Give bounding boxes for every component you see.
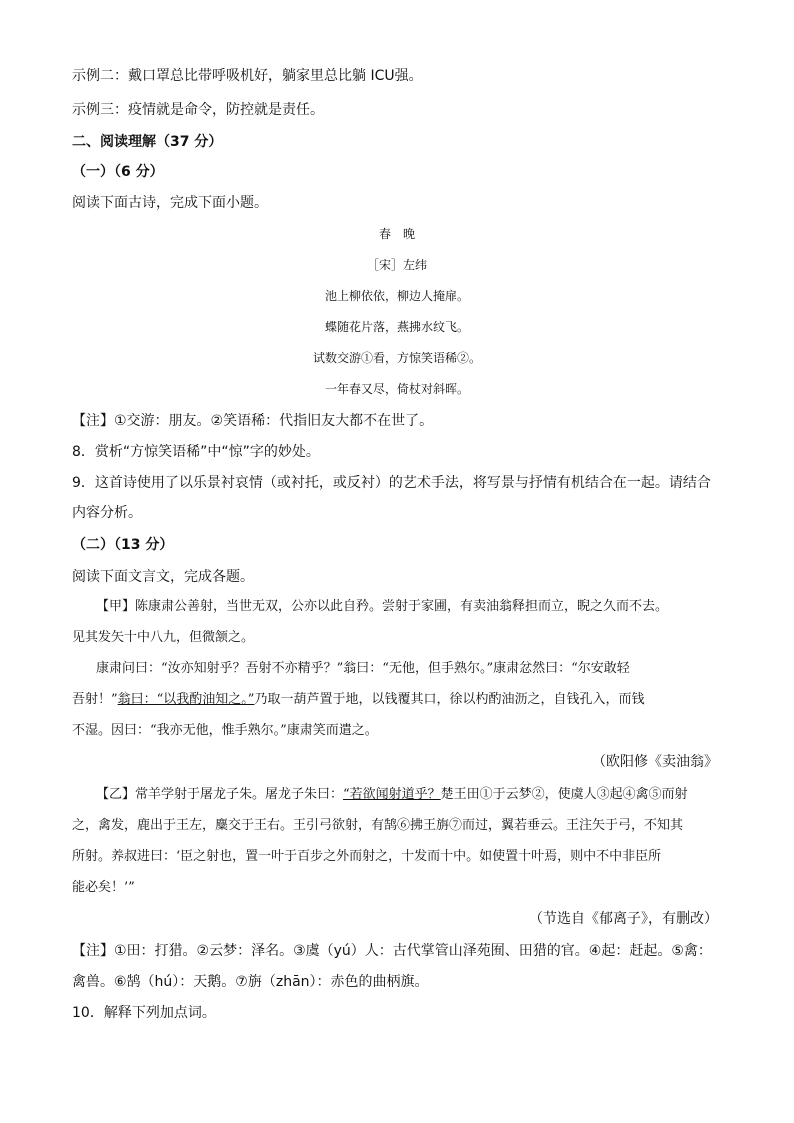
poem-line-1: 池上柳依依，柳边人掩扉。	[324, 289, 469, 303]
passage-yi-line-1-start: 【乙】常羊学射于屠龙子朱。屠龙子朱曰：	[96, 787, 344, 802]
part-two-heading: （二）（13 分）	[72, 537, 174, 553]
classical-note-line-1: 【注】①田：打猎。②云梦：泽名。③虞（yú）人：古代掌管山泽苑囿、田猎的官。④起：赶起。⑤禽：	[72, 943, 712, 959]
poem-line-3: 试数交游①看，方惊笑语稀②。	[312, 351, 481, 365]
passage-jia-line-5: 不湿。因曰：“我亦无他，惟手熟尔。”康肃笑而遣之。	[72, 723, 378, 738]
part-one-heading: （一）（6 分）	[72, 164, 164, 180]
passage-yi-line-1-end: 楚王田①于云梦②，使虞人③起④禽⑤而射	[440, 787, 688, 802]
passage-jia-line-4-end: 乃取一葫芦置于地，以钱覆其口，徐以杓酌油沥之，自钱孔入，而钱	[254, 692, 645, 707]
instruction-poem: 阅读下面古诗，完成下面小题。	[72, 195, 268, 211]
passage-yi-line-1	[96, 785, 688, 805]
passage-jia-line-4-start: 吾射！”	[72, 692, 118, 707]
poem-line-4: 一年春又尽，倚杖对斜晖。	[324, 382, 469, 396]
instruction-classical: 阅读下面文言文，完成各题。	[72, 569, 254, 585]
section-heading-reading: 二、阅读理解（37 分）	[72, 134, 223, 150]
source-jia: （欧阳修《卖油翁》	[592, 754, 718, 770]
source-yi: （节选自《郁离子》，有删改）	[529, 911, 718, 927]
passage-jia-line-4	[72, 690, 644, 710]
passage-jia-line-3: 康肃问曰：“汝亦知射乎？吾射不亦精乎？”翁曰：“无他，但手熟尔。”康肃忿然曰：“尔安敢轻	[96, 661, 630, 676]
classical-note-line-2: 禽兽。⑥鹄（hú）：天鹅。⑦旃（zhān）：赤色的曲柄旗。	[72, 974, 429, 990]
underlined-sentence-yi: “若欲闻射道乎？	[343, 787, 441, 802]
example-two: 示例二：戴口罩总比带呼吸机好，躺家里总比躺 ICU强。	[72, 68, 423, 84]
passage-yi-line-3: 所射。养叔进曰：‘臣之射也，置一叶于百步之外而射之，十发而十中。如使置十叶焉，则中不中非臣所	[72, 849, 662, 864]
underlined-sentence-jia: 翁曰：“以我酌油知之。”	[117, 692, 255, 707]
passage-jia-line-2: 见其发矢十中八九，但微颔之。	[72, 630, 255, 645]
question-10: 10．解释下列加点词。	[72, 1005, 216, 1021]
passage-jia-line-1: 【甲】陈康肃公善射，当世无双，公亦以此自矜。尝射于家圃，有卖油翁释担而立，睨之久而不去。	[96, 599, 669, 614]
passage-yi-line-4: 能必矣！’”	[72, 880, 135, 895]
question-8: 8．赏析“方惊笑语稀”中“惊”字的妙处。	[72, 444, 320, 460]
poem-note: 【注】①交游：朋友。②笑语稀：代指旧友大都不在世了。	[72, 413, 434, 429]
passage-yi-line-2: 之，禽发，鹿出于王左，麋交于王右。王引弓欲射，有鹄⑥拂王旃⑦而过，翼若垂云。王注矢于弓，不知其	[72, 818, 684, 833]
question-9-line-2: 内容分析。	[72, 505, 142, 521]
question-9-line-1: 9．这首诗使用了以乐景衬哀情（或衬托，或反衬）的艺术手法，将写景与抒情有机结合在一起。请结合	[72, 475, 711, 491]
poem-title: 春 晚	[378, 227, 415, 241]
example-three: 示例三：疫情就是命令，防控就是责任。	[72, 102, 324, 118]
poem-line-2: 蝶随花片落，燕拂水纹飞。	[324, 320, 469, 334]
poem-author: ［宋］左纬	[366, 258, 427, 272]
